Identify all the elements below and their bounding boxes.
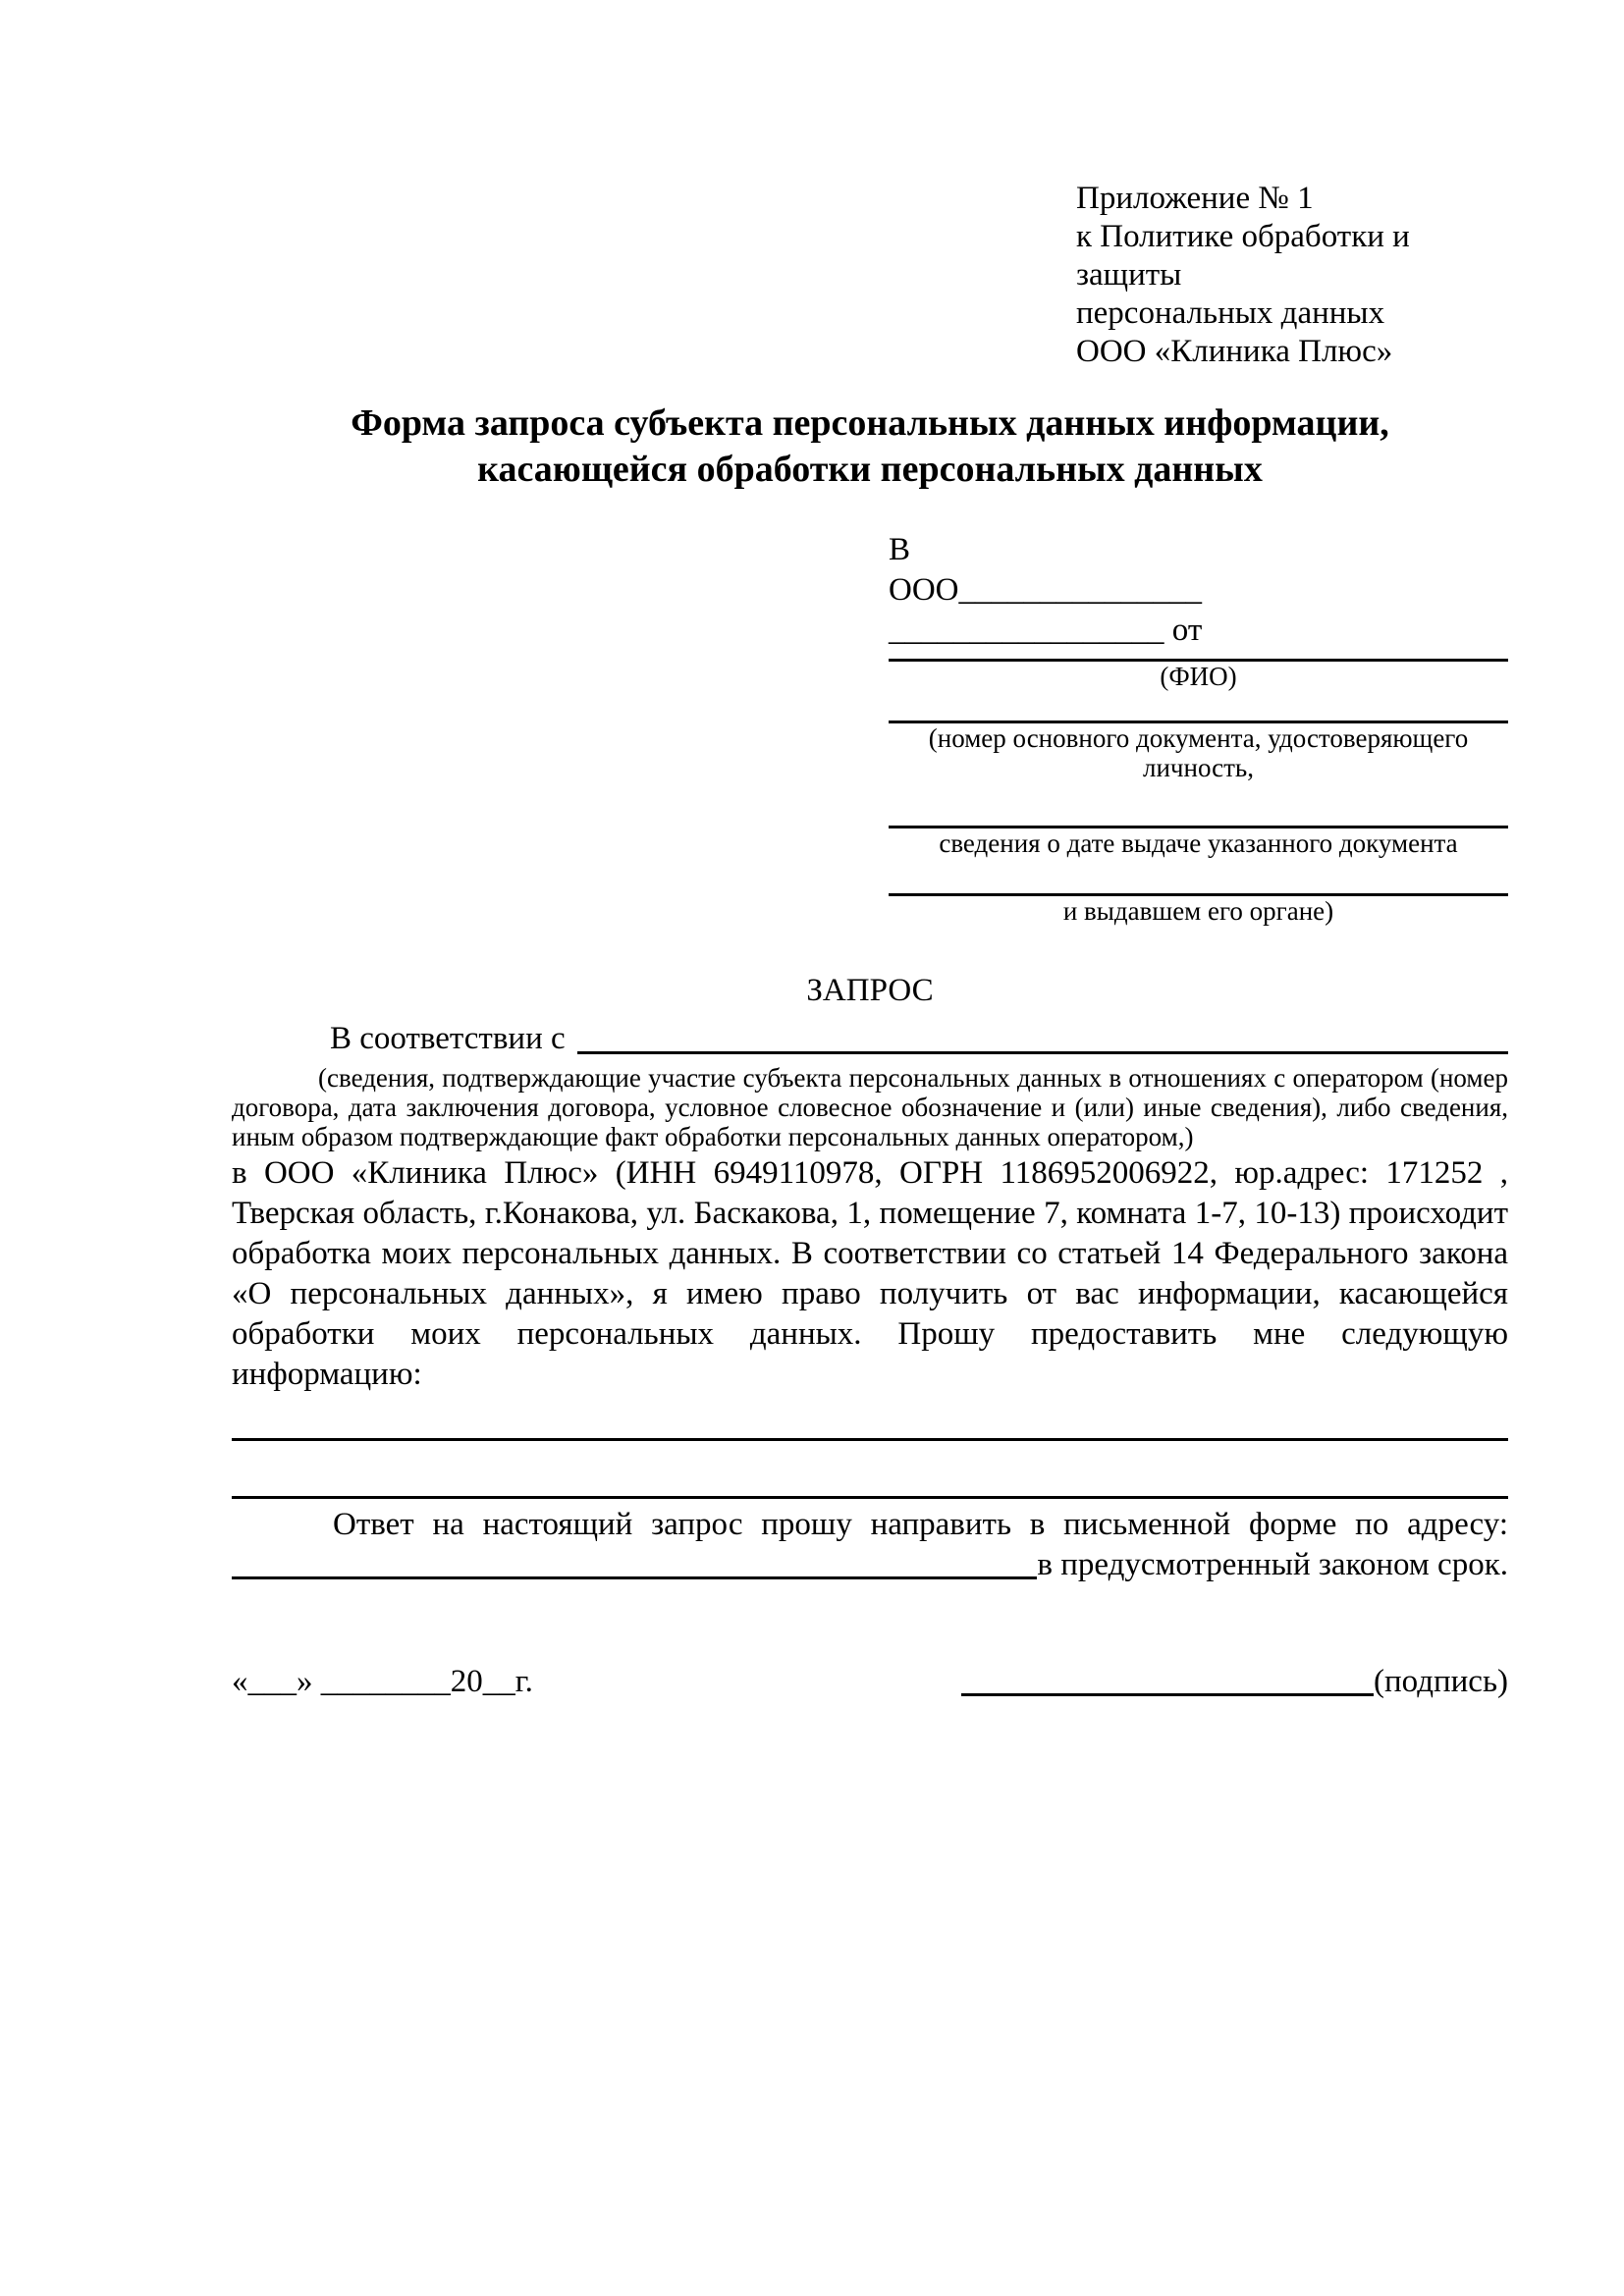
address-blank-line — [232, 1545, 1037, 1579]
fio-caption: (ФИО) — [1160, 662, 1237, 691]
basis-blank-line — [577, 1019, 1508, 1054]
annex-line: к Политике обработки и защиты — [1076, 219, 1410, 293]
issue-date-caption: сведения о дате выдаче указанного документа — [939, 828, 1458, 858]
date-blank-line: «___» ________20__г. — [232, 1664, 533, 1699]
request-body: в ООО «Клиника Плюс» (ИНН 6949110978, ОГРН 1186952006922, юр.адрес: 171252 , Тверская область, г.Конакова, ул. Баскакова, 1, помещение 7, комната 1-7, 10-13) происходит обработка моих персональных данных. В соответствии со статьей 14 Федерального закона «О персональных данных», я имею право получить от вас информации, касающейся обработки моих персональных данных. Прошу предоставить мне следующую информацию: — [232, 1155, 1508, 1392]
addressee-block — [889, 530, 1508, 926]
basis-footnote: (сведения, подтверждающие участие субъекта персональных данных в отношениях с оператором (номер договора, дата заключения договора, условное словесное обозначение и (или) иные сведения), либо сведения, иным образом подтверждающие факт обработки персональных данных оператором,) — [232, 1063, 1508, 1151]
document-title — [232, 400, 1508, 493]
request-heading: ЗАПРОС — [806, 973, 934, 1008]
issue-date-blank-line — [889, 782, 1508, 828]
id-doc-caption: (номер основного документа, удостоверяющего личность, — [928, 723, 1469, 782]
annex-line: Приложение № 1 — [1076, 181, 1314, 216]
basis-prefix: В соответствии с — [330, 1021, 566, 1056]
info-blank-line-1 — [232, 1395, 1508, 1441]
to-label: В — [889, 532, 911, 567]
signature-group — [961, 1662, 1508, 1702]
signature-blank-line — [961, 1693, 1374, 1696]
id-doc-blank-line — [889, 691, 1508, 723]
from-blank: _________________ — [889, 613, 1164, 648]
reply-paragraph: Ответ на настоящий запрос прошу направить в письменной форме по адресу: — [333, 1507, 1508, 1542]
reply-address-row — [232, 1545, 1508, 1585]
document-title-line-1: Форма запроса субъекта персональных данных информации, — [351, 402, 1389, 444]
annex-block — [1076, 180, 1508, 371]
footer-row — [232, 1662, 1508, 1702]
annex-line: персональных данных — [1076, 295, 1385, 331]
from-blank-line — [889, 611, 1508, 651]
fio-blank-line — [889, 651, 1508, 662]
document-title-line-2: касающейся обработки персональных данных — [477, 449, 1263, 490]
issuing-authority-caption: и выдавшем его органе) — [1062, 896, 1334, 926]
from-label: от — [1164, 613, 1203, 648]
info-blank-line-2 — [232, 1441, 1508, 1499]
issuing-authority-blank-line — [889, 858, 1508, 896]
annex-line: ООО «Клиника Плюс» — [1076, 334, 1393, 369]
company-blank-line: ООО_______________ — [889, 572, 1202, 608]
signature-caption: (подпись) — [1374, 1664, 1508, 1699]
basis-row — [232, 1019, 1508, 1059]
reply-suffix: в предусмотренный законом срок. — [1037, 1547, 1508, 1582]
